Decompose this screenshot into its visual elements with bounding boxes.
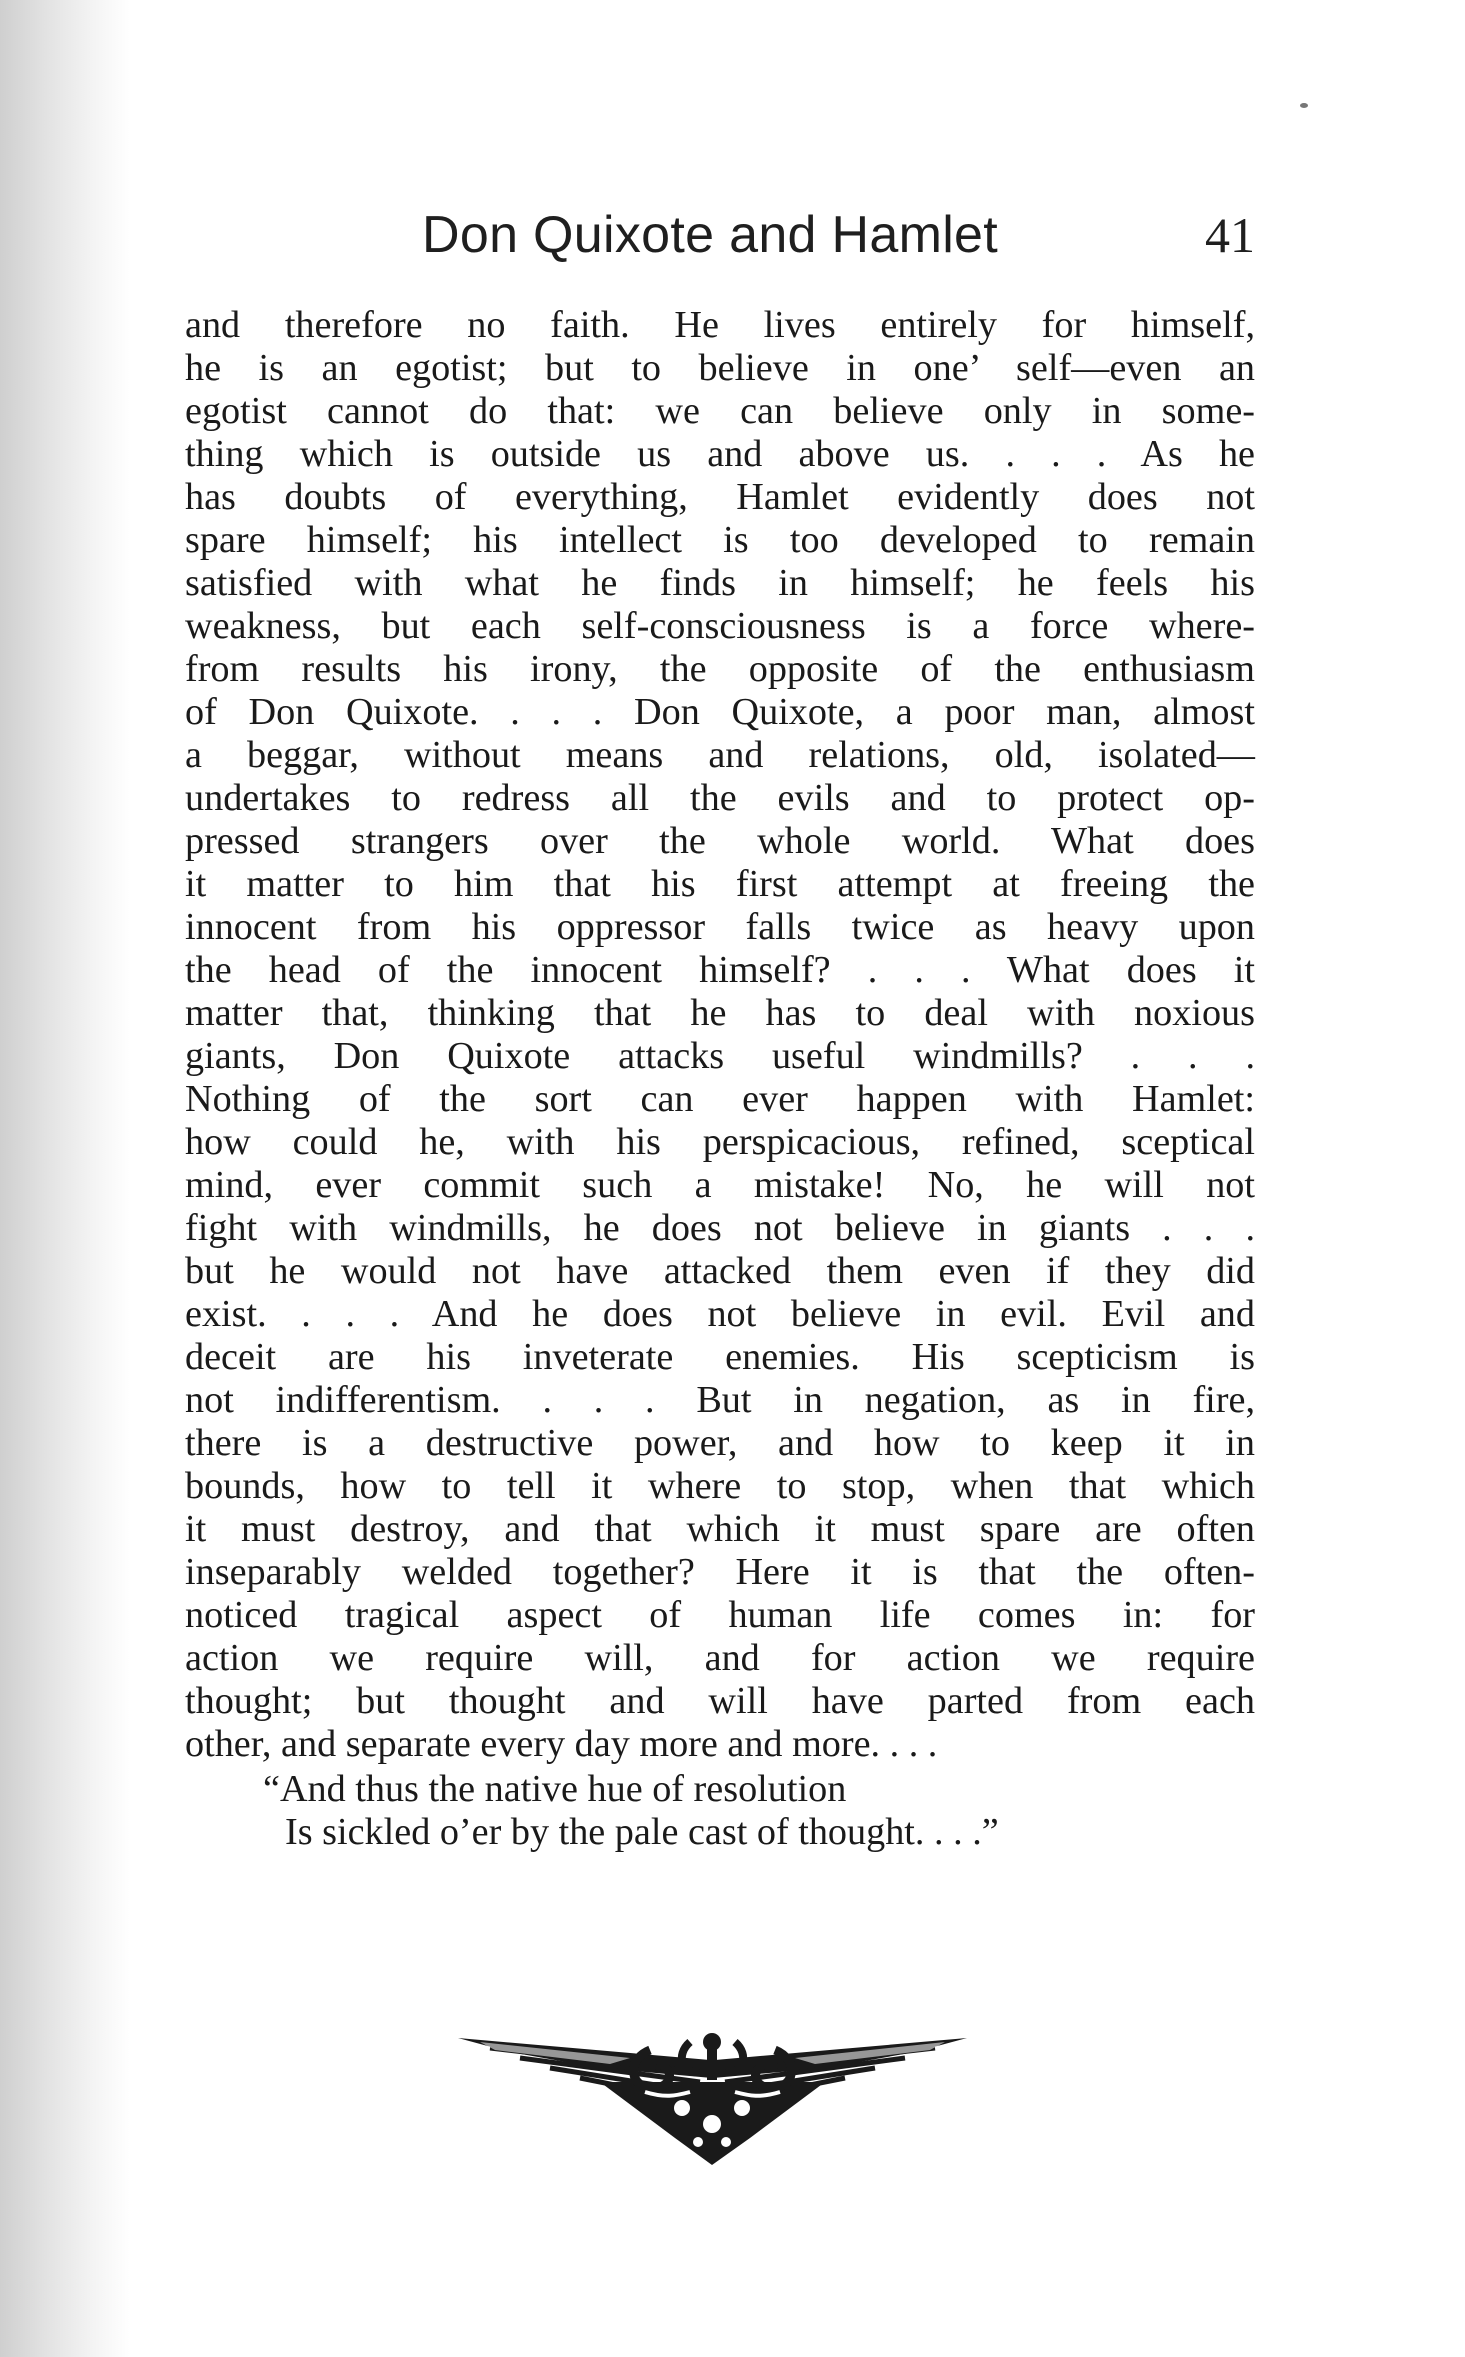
text-line: he is an egotist; but to believe in one’ self—even an: [185, 347, 1255, 389]
text-line: inseparably welded together? Here it is that the often-: [185, 1551, 1255, 1593]
text-line: and therefore no faith. He lives entirely for himself,: [185, 304, 1255, 346]
text-line: not indifferentism. . . . But in negation, as in fire,: [185, 1379, 1255, 1421]
text-line: of Don Quixote. . . . Don Quixote, a poor man, almost: [185, 691, 1255, 733]
text-line: Nothing of the sort can ever happen with Hamlet:: [185, 1078, 1255, 1120]
text-line: the head of the innocent himself? . . . What does it: [185, 949, 1255, 991]
text-line: exist. . . . And he does not believe in evil. Evil and: [185, 1293, 1255, 1335]
text-line: has doubts of everything, Hamlet evidently does not: [185, 476, 1255, 518]
verse-quotation: [185, 1768, 1255, 1854]
text-line: other, and separate every day more and more. . . .: [185, 1723, 938, 1765]
page-number: 41: [1205, 207, 1255, 263]
paper-speck: [1300, 103, 1308, 108]
text-line: thought; but thought and will have parted from each: [185, 1680, 1255, 1722]
text-line: action we require will, and for action we require: [185, 1637, 1255, 1679]
text-line: undertakes to redress all the evils and to protect op-: [185, 777, 1255, 819]
page-gutter-shadow: [0, 0, 130, 2357]
text-line: pressed strangers over the whole world. What does: [185, 820, 1255, 862]
text-line: bounds, how to tell it where to stop, when that which: [185, 1465, 1255, 1507]
text-line: deceit are his inveterate enemies. His scepticism is: [185, 1336, 1255, 1378]
text-line: how could he, with his perspicacious, refined, sceptical: [185, 1121, 1255, 1163]
text-line: it must destroy, and that which it must spare are often: [185, 1508, 1255, 1550]
text-line: mind, ever commit such a mistake! No, he will not: [185, 1164, 1255, 1206]
text-line: spare himself; his intellect is too developed to remain: [185, 519, 1255, 561]
text-line: from results his irony, the opposite of the enthusiasm: [185, 648, 1255, 690]
text-line: fight with windmills, he does not believe in giants . . .: [185, 1207, 1255, 1249]
text-line: thing which is outside us and above us. . . . As he: [185, 433, 1255, 475]
text-line: egotist cannot do that: we can believe only in some-: [185, 390, 1255, 432]
text-line: giants, Don Quixote attacks useful windmills? . . .: [185, 1035, 1255, 1077]
text-line: it matter to him that his first attempt at freeing the: [185, 863, 1255, 905]
text-line: noticed tragical aspect of human life comes in: for: [185, 1594, 1255, 1636]
running-title: Don Quixote and Hamlet: [422, 206, 999, 264]
text-line: satisfied with what he finds in himself; he feels his: [185, 562, 1255, 604]
body-text: [185, 304, 1255, 1766]
winged-tailpiece-ornament-icon: [450, 2020, 975, 2170]
text-line: weakness, but each self-consciousness is a force where-: [185, 605, 1255, 647]
text-line: a beggar, without means and relations, old, isolated—: [185, 734, 1255, 776]
text-line: but he would not have attacked them even if they did: [185, 1250, 1255, 1292]
text-line: innocent from his oppressor falls twice as heavy upon: [185, 906, 1255, 948]
text-line: matter that, thinking that he has to deal with noxious: [185, 992, 1255, 1034]
verse-line: Is sickled o’er by the pale cast of thought. . . .”: [285, 1811, 999, 1853]
running-head: [185, 200, 1255, 270]
verse-line: “And thus the native hue of resolution: [263, 1768, 847, 1810]
text-line: there is a destructive power, and how to keep it in: [185, 1422, 1255, 1464]
